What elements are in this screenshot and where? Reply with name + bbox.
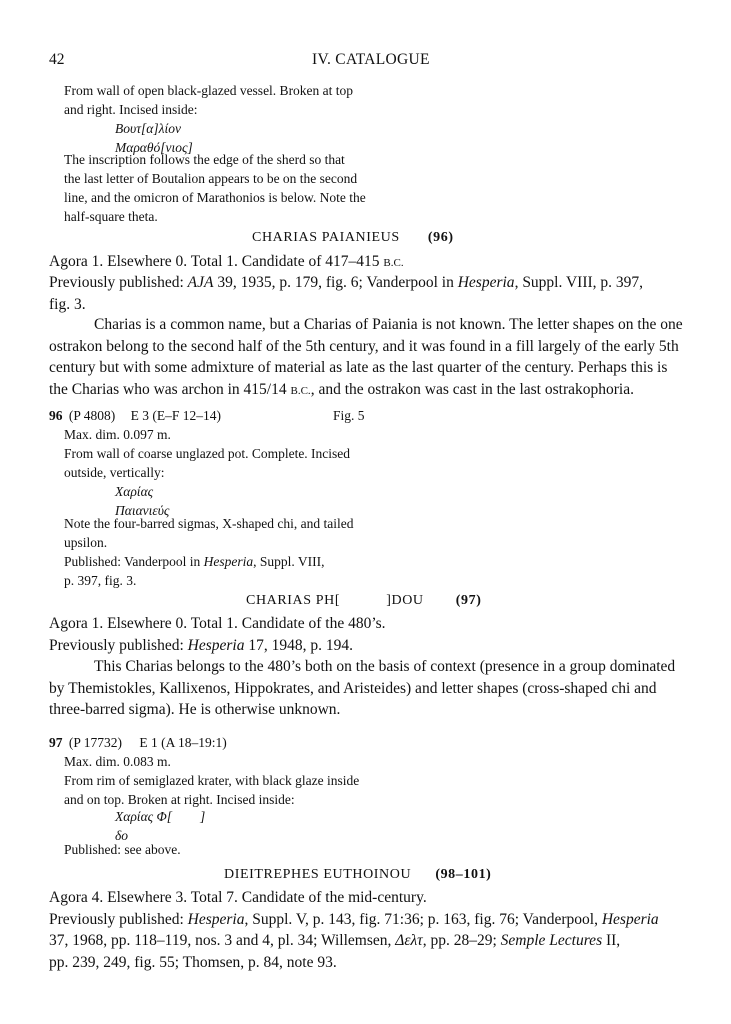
entry96-note: Note the four-barred sigmas, X-shaped chi, and tailed upsilon. Published: Vanderpool in Hesperia, Suppl. VIII, p. 397, fig. 3. [64,516,354,588]
entry96-header: 96 (P 4808) E 3 (E–F 12–14) Fig. 5 [49,408,365,423]
running-header: IV. CATALOGUE [312,51,430,68]
entry97-published: Published: see above. [64,842,181,857]
entry97-inscription: Χαρίας Φ[ ] δο [115,809,206,843]
charias-paianieus-stats: Agora 1. Elsewhere 0. Total 1. Candidate of 417–415 B.C. [49,253,404,270]
entry95-inscription: Βουτ[α]λίον Μαραθό[νιος] [115,121,193,155]
entry97-header: 97 (P 17732) E 1 (A 18–19:1) [49,735,227,750]
entry97-body: Max. dim. 0.083 m. From rim of semiglazed krater, with black glaze inside and on top. Broken at right. Incised inside: [64,754,360,807]
dieitrephes-stats: Agora 4. Elsewhere 3. Total 7. Candidate of the mid-century. Previously published: Hesperia, Suppl. V, p. 143, fig. 71:36; p. 163, fig. 76; Vanderpool, Hesperia 37, 1968, pp. 118–119, nos. 3 and 4, pl. 34; Willemsen, Δελτ, pp. 28–29; Semple Lectures II, pp. 239, 249, fig. 55; Thomsen, p. 84, note 93. [49,889,659,971]
section-heading-charias-ph-dou: CHARIAS PH[ ]DOU (97) [246,593,482,608]
page-number: 42 [49,51,65,68]
entry96-body: Max. dim. 0.097 m. From wall of coarse unglazed pot. Complete. Incised outside, vertically: [64,427,351,480]
charias-ph-stats: Agora 1. Elsewhere 0. Total 1. Candidate of the 480’s. Previously published: Hesperia 17, 1948, p. 194. [49,615,386,654]
entry95-note: The inscription follows the edge of the sherd so that the last letter of Boutalion appears to be on the second line, and the omicron of Marathonios is below. Note the half-square theta. [64,152,366,224]
entry95-description: From wall of open black-glazed vessel. Broken at top and right. Incised inside: [64,83,354,117]
entry96-inscription: Χαρίας Παιανιεύς [115,484,170,518]
section-heading-dieitrephes: DIEITREPHES EUTHOINOU (98–101) [224,867,492,882]
charias-ph-discussion: This Charias belongs to the 480’s both on the basis of context (presence in a group dominated by Themistokles, Kallixenos, Hippokrates, and Aristeides) and letter shapes (cross-shaped chi and three-barred sigma). He is otherwise unknown. [49,658,676,718]
section-heading-charias-paianieus: CHARIAS PAIANIEUS (96) [252,230,454,245]
charias-paianieus-prev-pub: Previously published: AJA 39, 1935, p. 179, fig. 6; Vanderpool in Hesperia, Suppl. VIII, p. 397, fig. 3. [49,274,644,313]
charias-paianieus-discussion: Charias is a common name, but a Charias of Paiania is not known. The letter shapes on the one ostrakon belong to the second half of the 5th century, and it was found in a fill largely of the early 5th century but with some admixture of material as late as the last quarter of the century. Perhaps this is the Charias who was archon in 415/14 B.C., and the ostrakon was cast in the last ostrakophoria. [49,316,683,398]
